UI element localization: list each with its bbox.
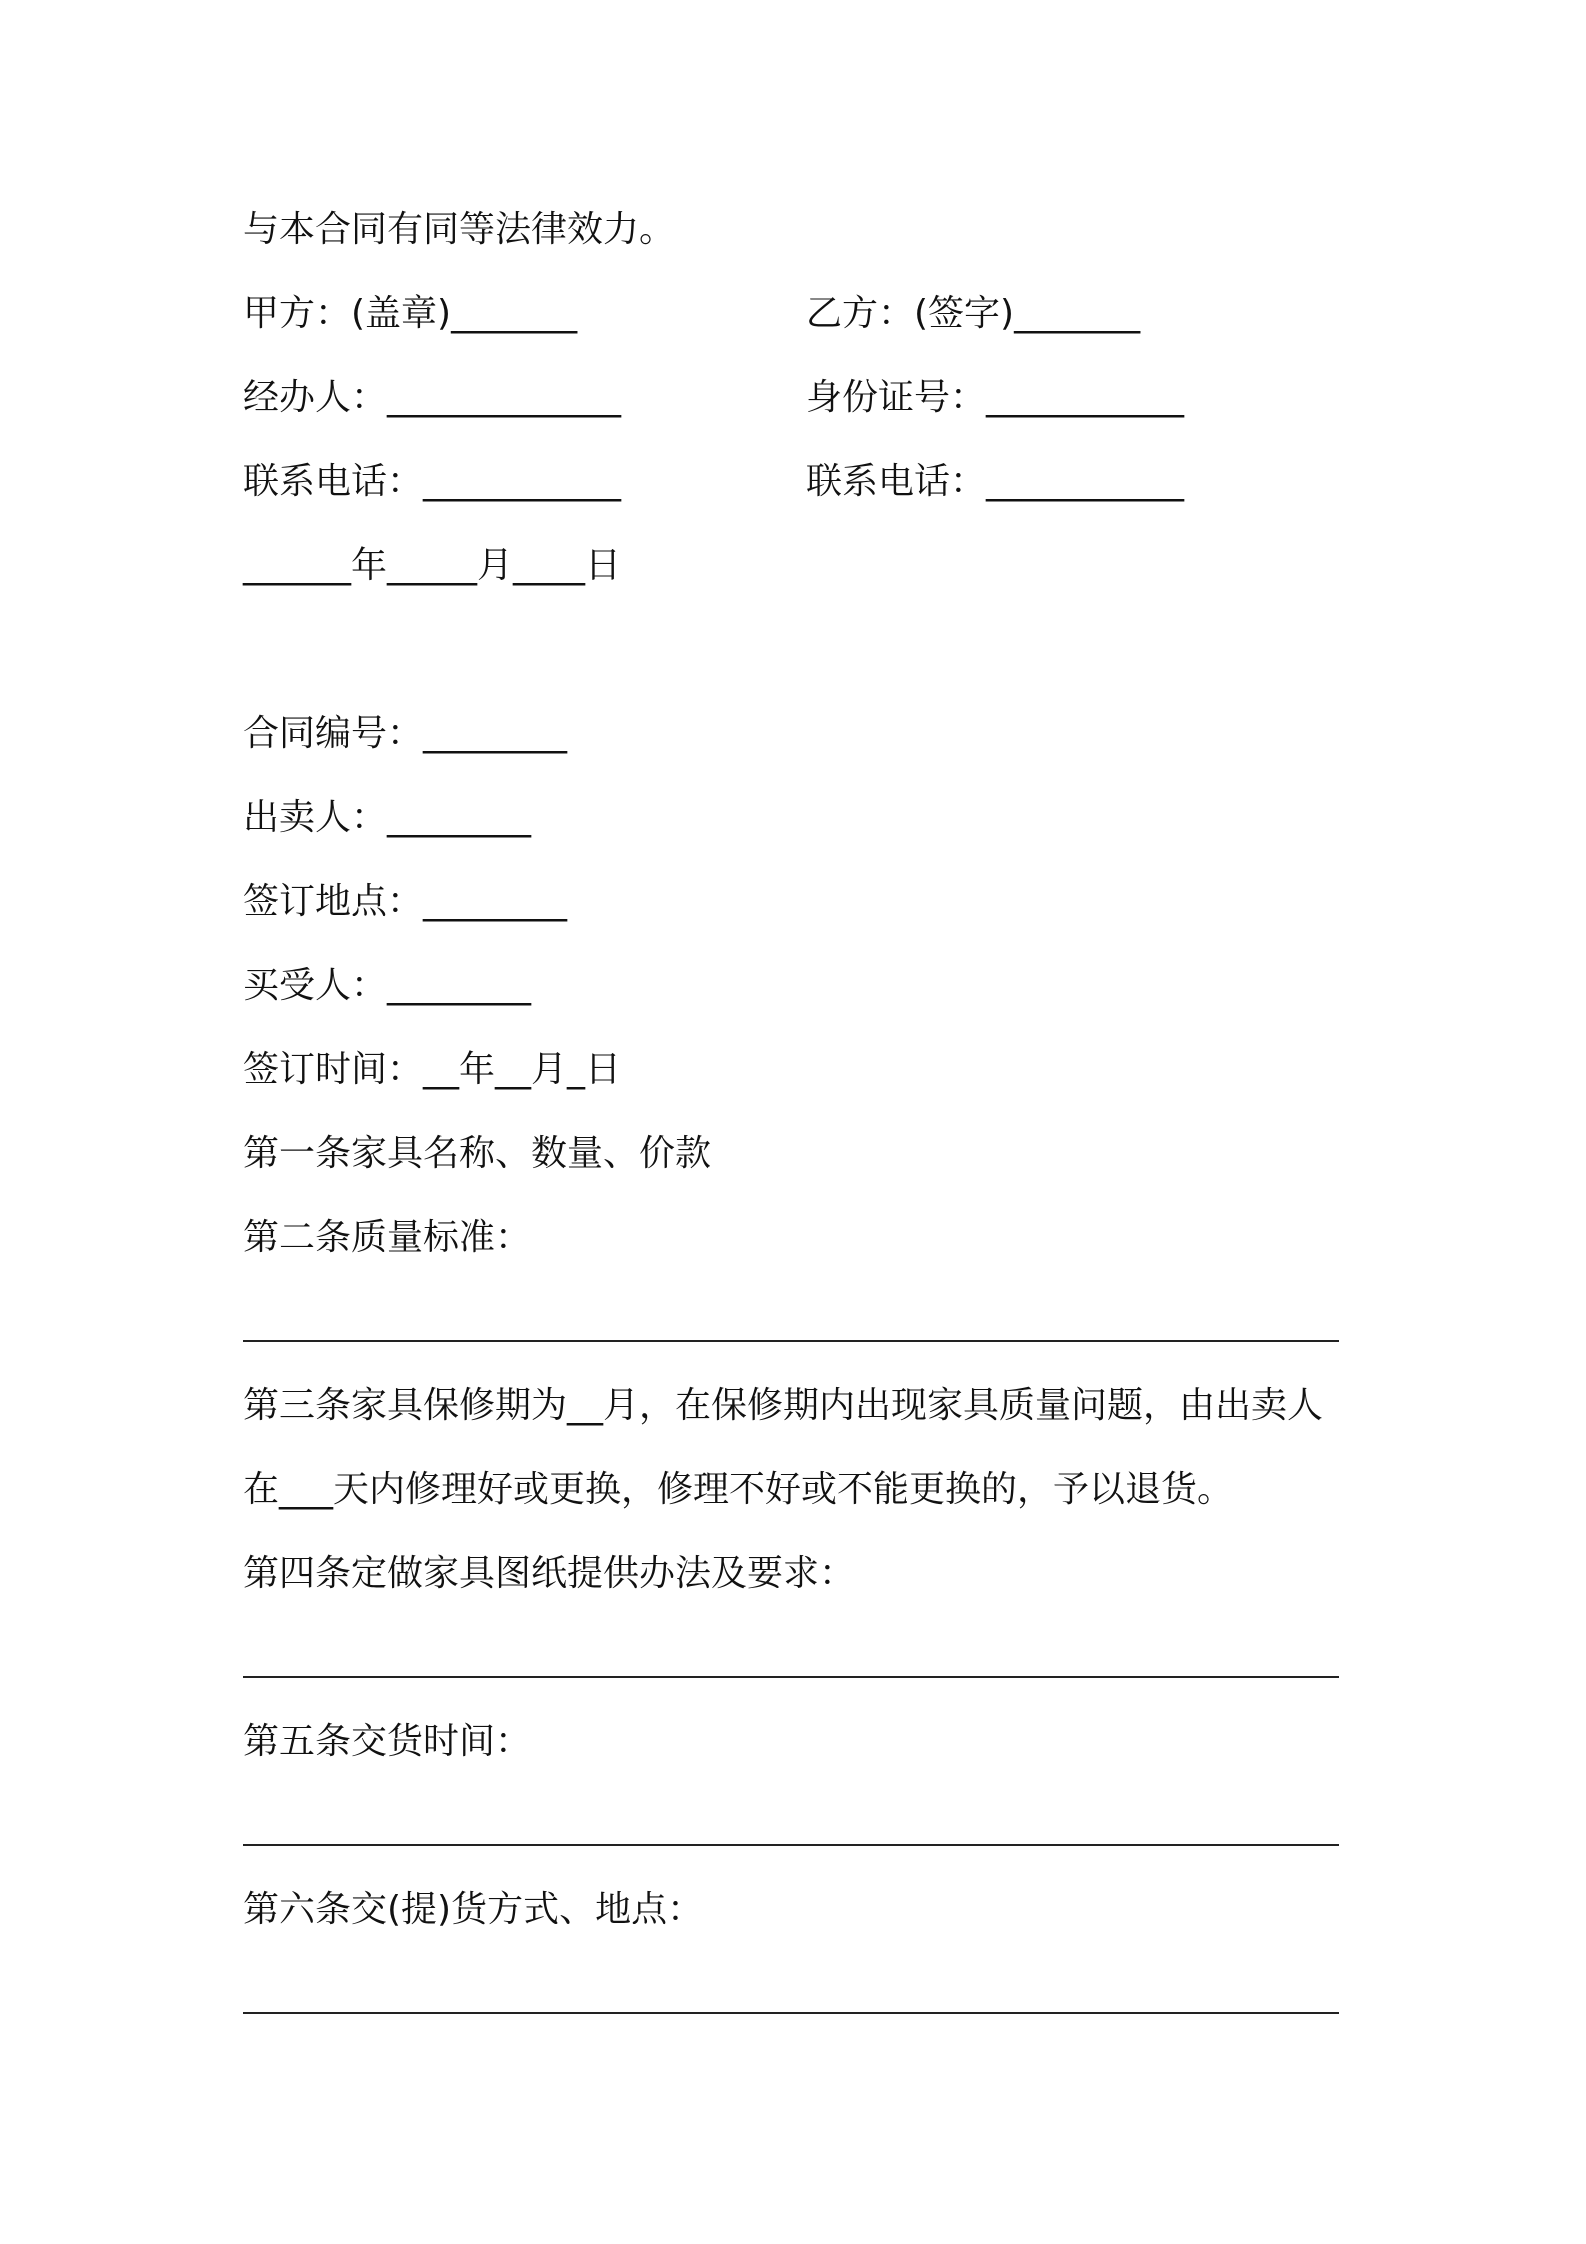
party-a-phone-field: 联系电话：___________ bbox=[243, 461, 622, 502]
agent-field: 经办人：_____________ bbox=[243, 377, 622, 418]
party-b-signature-field: 乙方：(签字)_______ bbox=[806, 293, 1141, 334]
article-5-blank-line bbox=[243, 1844, 1339, 1846]
article-3-line-2: 在___天内修理好或更换，修理不好或不能更换的，予以退货。 bbox=[243, 1469, 1234, 1510]
id-number-field: 身份证号：___________ bbox=[806, 377, 1185, 418]
seller-field: 出卖人：________ bbox=[243, 797, 532, 838]
article-6-blank-line bbox=[243, 2012, 1339, 2014]
article-2-heading: 第二条质量标准： bbox=[243, 1217, 532, 1258]
article-3-line-1: 第三条家具保修期为__月，在保修期内出现家具质量问题，由出卖人 bbox=[243, 1385, 1324, 1426]
article-1-heading: 第一条家具名称、数量、价款 bbox=[243, 1133, 712, 1174]
signing-place-field: 签订地点：________ bbox=[243, 881, 568, 922]
party-a-seal-field: 甲方：(盖章)_______ bbox=[243, 293, 578, 334]
contract-number-field: 合同编号：________ bbox=[243, 713, 568, 754]
party-b-phone-field: 联系电话：___________ bbox=[806, 461, 1185, 502]
signing-date-field: ______年_____月____日 bbox=[243, 545, 621, 586]
article-4-heading: 第四条定做家具图纸提供办法及要求： bbox=[243, 1553, 856, 1594]
article-6-heading: 第六条交(提)货方式、地点： bbox=[243, 1889, 704, 1930]
article-2-blank-line bbox=[243, 1340, 1339, 1342]
effect-clause: 与本合同有同等法律效力。 bbox=[243, 209, 676, 250]
buyer-field: 买受人：________ bbox=[243, 965, 532, 1006]
signing-time-field: 签订时间：__年__月_日 bbox=[243, 1049, 622, 1090]
article-4-blank-line bbox=[243, 1676, 1339, 1678]
article-5-heading: 第五条交货时间： bbox=[243, 1721, 532, 1762]
